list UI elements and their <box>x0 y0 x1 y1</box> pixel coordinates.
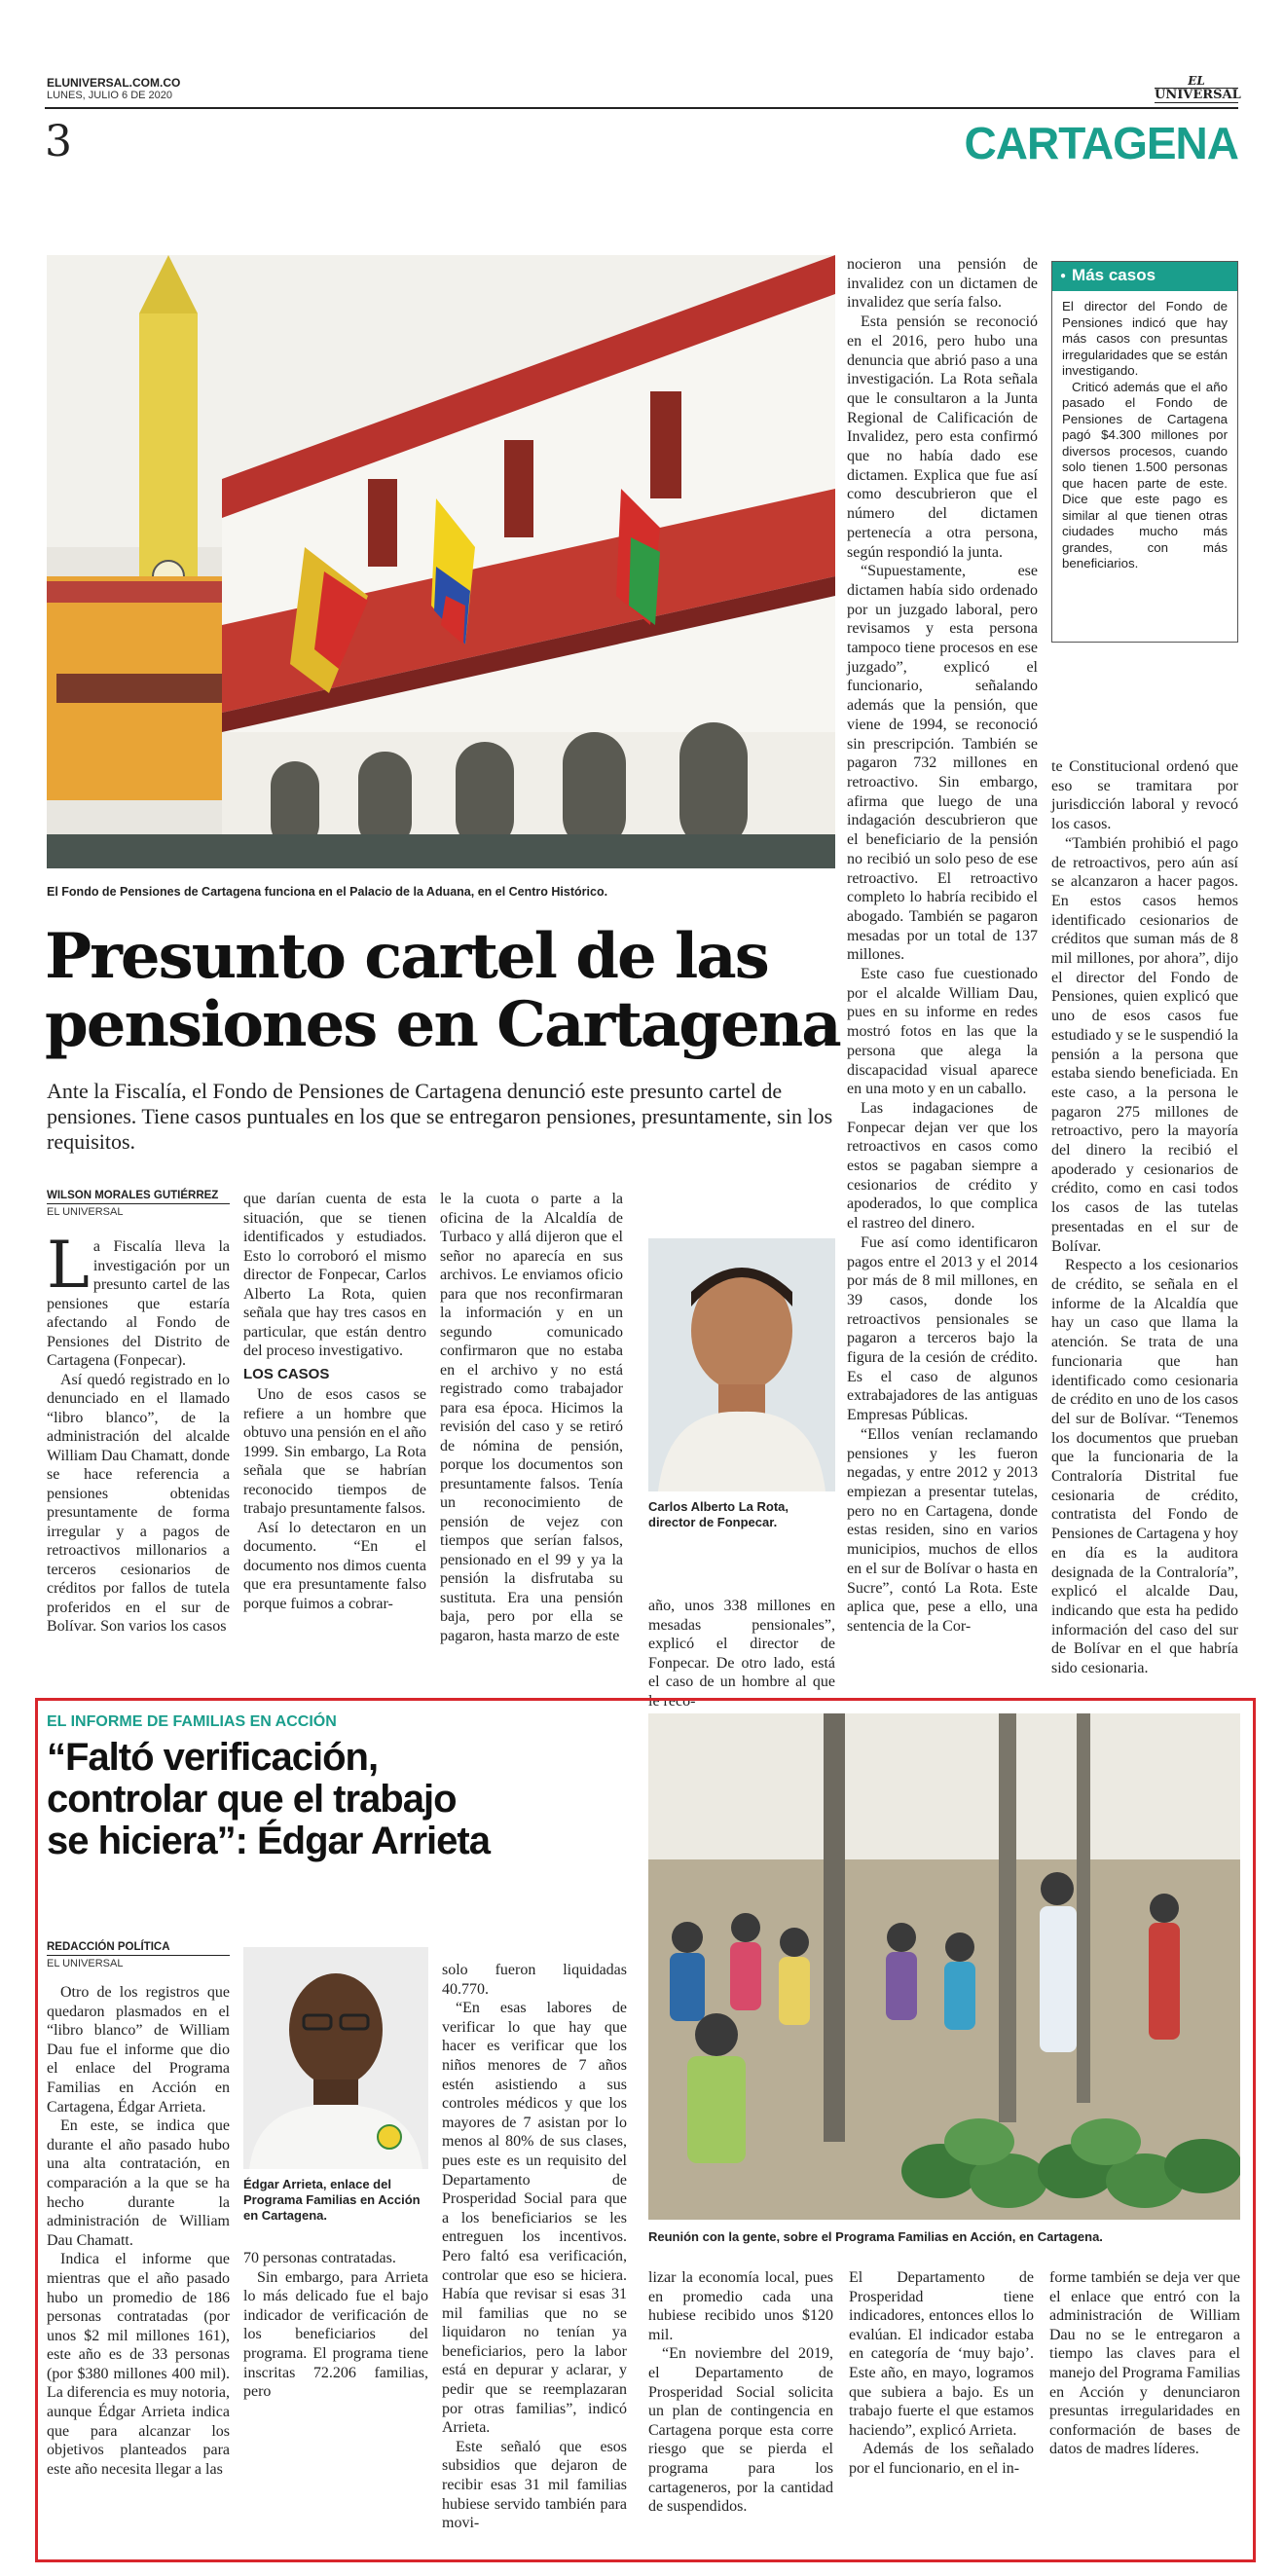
arrieta-photo <box>243 1947 428 2169</box>
second-col3-p3: Este señaló que esos subsidios que dejaron de recibir esas 31 mil familias hubiese servido también para movi- <box>442 2438 627 2532</box>
arrieta-portrait <box>243 1947 428 2169</box>
section-title: CARTAGENA <box>964 118 1238 168</box>
second-headline-line1: “Faltó verificación, <box>47 1736 379 1779</box>
main-col1-p2: Así quedó registrado en lo denunciado en el llamado “libro blanco”, de la administración del alcalde William Dau Chamatt, donde se hace referencia a pensiones obtenidas presuntamente de forma irregular y a pagos de retroactivos millonarios a terceros cesionarios de créditos por fallos de tutela proferidos en el sur de Bolívar. Son varios los casos <box>47 1371 230 1635</box>
main-col-2 <box>243 1190 426 1613</box>
arrieta-caption: Édgar Arrieta, enlace del Programa Familias en Acción en Cartagena. <box>243 2177 421 2223</box>
second-col6-p1: forme también se deja ver que el enlace que entró con la administración de William Dau no se le entregaron a tiempo las claves para el manejo del Programa Familias en Acción y denunciaron presuntas irregularidades en conformación de bases de datos de madres líderes. <box>1049 2269 1240 2458</box>
bullet-icon: ● <box>1060 271 1067 281</box>
la-rota-portrait <box>648 1238 835 1491</box>
second-col-3 <box>442 1961 627 2533</box>
header-rule <box>45 107 1238 109</box>
second-col3-p1: solo fueron liquidadas 40.770. <box>442 1962 627 1998</box>
sidebar-title-bar <box>1052 262 1237 291</box>
logo-top: EL <box>1188 74 1205 88</box>
sidebar-text2: Criticó además que el año pasado el Fondo de Pensiones de Cartagena pagó $4.300 millones por diversos procesos, cuando solo tienen 1.500 personas que hacen parte de este. Dice que este pago es similar al que tienen otras ciudades mucho más grandes, con más beneficiarios. <box>1062 379 1228 570</box>
main-col5-p4: Este caso fue cuestionado por el alcalde William Dau, pues en su informe en redes mostró fotos en las que la persona que alega la discapacidad visual aparece en una moto y en un caballo. <box>847 966 1038 1098</box>
main-byline-org: EL UNIVERSAL <box>47 1206 124 1218</box>
second-col-1 <box>47 1941 230 2479</box>
second-kicker: EL INFORME DE FAMILIAS EN ACCIÓN <box>47 1713 337 1730</box>
meeting-photo <box>648 1713 1240 2220</box>
meeting-photo-caption: Reunión con la gente, sobre el Programa Familias en Acción, en Cartagena. <box>648 2229 1103 2244</box>
dropcap: L <box>47 1228 90 1303</box>
second-col4-p1: lizar la economía local, pues en promedio cada una hubiese recibido unos $120 mil. <box>648 2269 833 2343</box>
main-col5-p3: “Supuestamente, ese dictamen había sido ordenado por un juzgado laboral, pero revisamos y esta persona tampoco tiene procesos en ese juzgado”, explicó el funcionario, señalando además que la pensión, que viene de 1994, se reconoció sin prescripción. También se pagaron 732 millones en retroactivo. Sin embargo, afirma que luego de una indagación descubrieron que el beneficiario de la pensión no recibió un solo peso de ese retroactivo. El retroactivo completo lo habría recibido el abogado. También se pagaron mesadas por un total de 137 millones. <box>847 563 1038 964</box>
main-col5-p5: Las indagaciones de Fonpecar dejan ver que los retroactivos en casos como estos se pagaban siempre a cesionarios de crédito y apoderados, lo que complica el rastreo del dinero. <box>847 1099 1038 1233</box>
second-col4-p2: “En noviembre del 2019, el Departamento de Prosperidad Social solicita un plan de contingencia en Cartagena porque esta corre riesgo que se pierda el programa para los cartageneros, por la cantidad de suspendidos. <box>648 2345 833 2516</box>
second-col-2 <box>243 2249 428 2402</box>
main-col5-p2: Esta pensión se reconoció en el 2016, pero hubo una denuncia que abrió paso a una investigación. La Rota señala que le consultaron a la Junta Regional de Calificación de Invalidez, pero esta confirmó que no había dado ese dictamen. Explica que fue así como descubrieron que el número del dictamen pertenecía a otra persona, según respondió la junta. <box>847 313 1038 561</box>
main-col-4 <box>648 1597 835 1711</box>
sidebar-title: Más casos <box>1072 266 1156 284</box>
second-byline-org: EL UNIVERSAL <box>47 1958 124 1969</box>
main-col5-p6: Fue así como identificaron pagos entre el 2013 y el 2014 por más de 8 mil millones, en 39 casos, donde los retroactivos pensionales se pagaron a terceros bajo la figura de la cesión de crédito. Es el caso de algunos extrabajadores de las antiguas Empresas Públicas. <box>847 1233 1038 1424</box>
main-lead: Ante la Fiscalía, el Fondo de Pensiones de Cartagena denunció este presunto cartel de pensiones. Tiene casos puntuales en los que se entregaron pensiones, presuntamente, sin los requisitos. <box>47 1079 833 1154</box>
second-headline-line2: controlar que el trabajo <box>47 1778 457 1821</box>
logo-bottom: UNIVERSAL <box>1155 88 1241 102</box>
main-byline: WILSON MORALES GUTIÉRREZ <box>47 1190 230 1204</box>
main-col3-p1: le la cuota o parte a la oficina de la Alcaldía de Turbaco y allá dijeron que el señor no aparecía en sus archivos. Le enviamos oficio para que nos reconfirmaran la información y en un segundo comunicado confirmaron que no estaba en el archivo y no está registrado como trabajador para esa época. Hicimos la revisión del caso y se retiró de nómina de pensión, porque los documentos son presuntamente falsos. Tenía un reconocimiento de pensión de vejez con tiempos que serían falsos, pensionado en el 99 y ya la pensión la disfrutaba su sustituta. Era una pensión baja, pero por ella se pagaron, hasta marzo de este <box>440 1191 623 1644</box>
site-name: ELUNIVERSAL.COM.CO <box>47 76 181 90</box>
main-photo-caption: El Fondo de Pensiones de Cartagena funciona en el Palacio de la Aduana, en el Centro Histórico. <box>47 885 608 899</box>
main-col-1 <box>47 1190 230 1637</box>
main-photo <box>47 255 835 868</box>
main-col2-p1: que darían cuenta de esta situación, que se tienen identificados y estudiados. Esto lo corroboró el mismo director de Fonpecar, Carlos Alberto La Rota, quien señala que hay tres casos en particular, que están dentro del proceso investigativo. <box>243 1191 426 1359</box>
second-col-6 <box>1049 2268 1240 2459</box>
main-headline-line1: Presunto cartel de las <box>45 920 768 993</box>
second-col3-p2: “En esas labores de verificar lo que hay que hacer es verificar que los niños menores de 7 años estén asistiendo a sus controles médicos y que los mayores de 7 asistan por lo menos al 80% de sus clases, pues este es un requisito del Departamento de Prosperidad Social para que a los beneficiarios se les entreguen los incentivos. Pero faltó esa verificación, controlar que eso se hiciera. Había que revisar si esas 31 mil familias que no se liquidaron no tenían ya beneficiarios, pero la labor está en depurar y aclarar, y pedir que se reemplazaran por otras familias”, indicó Arrieta. <box>442 2000 627 2437</box>
second-col2-p1: 70 personas contratadas. <box>243 2250 396 2266</box>
main-col6-p1: te Constitucional ordenó que eso se tramitara por jurisdicción laboral y revocó los casos. <box>1051 758 1238 833</box>
sidebar-box <box>1051 261 1238 643</box>
main-headline-line2: pensiones en Cartagena <box>45 988 840 1061</box>
second-headline <box>47 1737 641 1862</box>
main-col5-p7: “Ellos venían reclamando pensiones y les fueron negadas, y entre 2012 y 2013 empiezan a presentar tutelas, pero no en Cartagena, donde estas residen, sino en varios municipios, muchos de ellos en el sur de Bolívar o hasta en Sucre”, contó La Rota. Este aplica que, pese a ello, una sentencia de la Cor- <box>847 1425 1038 1635</box>
main-col-6 <box>1051 757 1238 1678</box>
sidebar-text: El director del Fondo de Pensiones indicó que hay más casos con presuntas irregularidades que se están investigando. <box>1062 299 1228 378</box>
second-col1-p1: Otro de los registros que quedaron plasmados en el “libro blanco” de William Dau fue el informe que dio el enlace del Programa Familias en Acción en Cartagena, Édgar Arrieta. <box>47 1984 230 2116</box>
second-col-4 <box>648 2268 833 2517</box>
page-number: 3 <box>45 117 72 166</box>
main-col5-p1: nocieron una pensión de invalidez con un dictamen de invalidez que sería falso. <box>847 256 1038 312</box>
main-headline <box>45 920 843 1061</box>
masthead-logo <box>1155 74 1241 103</box>
familias-meeting-image <box>648 1713 1240 2220</box>
main-col2-subhead: LOS CASOS <box>243 1365 330 1382</box>
issue-date: LUNES, JULIO 6 DE 2020 <box>47 90 173 101</box>
main-col-3 <box>440 1190 623 1645</box>
second-headline-line3: se hiciera”: Édgar Arrieta <box>47 1820 490 1862</box>
main-col6-p3: Respecto a los cesionarios de crédito, se señala en el informe de la Alcaldía que hay un caso que llama la atención. Se trata de una funcionaria que han identificado como cesionaria de crédito en uno de los casos del sur de Bolívar. “Tenemos los documentos que prueban que la funcionaria de la Contraloría Distrital fue cesionaria de crédito, contratista del Fondo de Pensiones de Cartagena y hoy en día es la auditora designada de la Contraloría”, explicó el alcalde Dau, indicando que esta ha pedido información del caso del sur de Bolívar en el que habría sido cesionaria. <box>1051 1257 1238 1677</box>
la-rota-photo <box>648 1238 835 1491</box>
palacio-aduana-image <box>47 255 835 868</box>
second-col5-p2: Además de los señalado por el funcionario, en el in- <box>849 2441 1034 2477</box>
main-col-5 <box>847 255 1038 1637</box>
second-col2-p2: Sin embargo, para Arrieta lo más delicado fue el bajo indicador de verificación de los beneficiarios del programa. El programa tiene inscritas 72.206 familias, pero <box>243 2268 428 2401</box>
main-col6-p2: “También prohibió el pago de retroactivos, pero aún así se alcanzaron a hacer pagos. En estos casos hemos identificado cesionarios de créditos que suman más de 8 mil millones, por ahora”, dijo el director del Fondo de Pensiones, quien explicó que uno de esos casos fue estudiado y se le suspendió la pensión a la persona que estaba siendo beneficiada. En este caso, a la persona le pagaron 275 millones de retroactivo, pero la mayoría del dinero la recibió el apoderado y cesionarios de crédito, como en casi todos los casos de las tutelas presentadas en el sur de Bolívar. <box>1051 834 1238 1255</box>
main-col2-p3: Así lo detectaron en un documento. “En el documento nos dimos cuenta que era presuntamente falso porque fuimos a cobrar- <box>243 1519 426 1612</box>
second-col1-p2: En este, se indica que durante el año pasado hubo una alta contratación, en comparación a la que se ha hecho durante la administración de William Dau Chamatt. <box>47 2117 230 2249</box>
second-byline: REDACCIÓN POLÍTICA <box>47 1941 230 1956</box>
second-col-5 <box>849 2268 1034 2479</box>
la-rota-caption: Carlos Alberto La Rota, director de Fonpecar. <box>648 1499 789 1529</box>
main-col4-p1: año, unos 338 millones en mesadas pensionales”, explicó el director de Fonpecar. De otro lado, está el caso de un hombre al que le reco- <box>648 1598 835 1710</box>
second-col5-p1: El Departamento de Prosperidad tiene indicadores, entonces ellos lo evalúan. El indicador estaba en categoría de ‘muy bajo’. Este año, en mayo, logramos que subiera a bajo. Es un trabajo fuerte el que estamos haciendo”, explicó Arrieta. <box>849 2269 1034 2439</box>
second-col1-p3: Indica el informe que mientras que el año pasado hubo un promedio de 186 personas contratadas (por unos $2 mil millones 161), este año es de 33 personas (por $380 millones 400 mil). La diferencia es muy notoria, aunque Édgar Arrieta indica que para alcanzar los objetivos planteados para este año necesita llegar a las <box>47 2251 230 2478</box>
main-col2-p2: Uno de esos casos se refiere a un hombre que obtuvo una pensión en el año 1999. Sin embargo, La Rota señala que se habrían reconocido tiempos de trabajo presuntamente falsos. <box>243 1386 426 1517</box>
main-col1-p1: a Fiscalía lleva la investigación por un presunto cartel de las pensiones que estaría afectando al Fondo de Pensiones del Distrito de Cartagena (Fonpecar). <box>47 1238 230 1369</box>
